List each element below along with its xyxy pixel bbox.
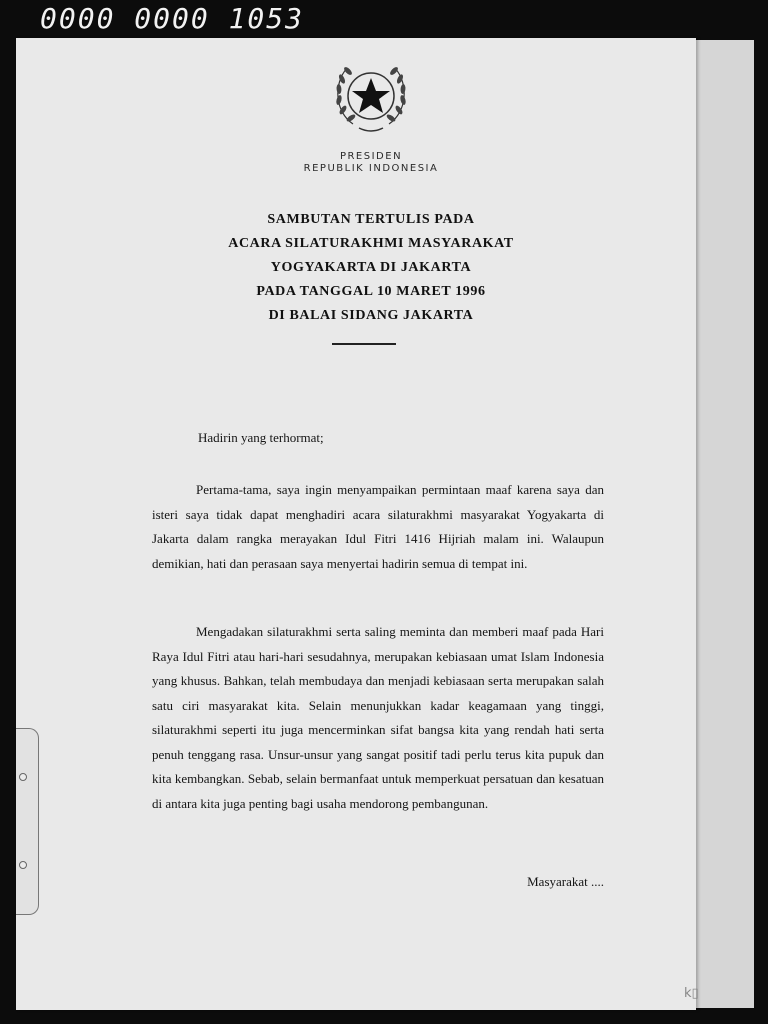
office-line-president: PRESIDEN (339, 151, 403, 162)
speech-title (16, 208, 726, 328)
paragraph-text: Pertama-tama, saya ingin menyampaikan permintaan maaf karena saya dan isteri saya tidak dapat menghadiri acara silaturakhmi masyarakat Yogyakarta di Jakarta dalam rangka merayakan Idul Fitri 1416 Hijriah malam ini. Walaupun demikian, hati dan perasaan saya menyertai hadirin semua di tempat ini. (152, 482, 604, 571)
title-line: DI BALAI SIDANG JAKARTA (268, 308, 474, 323)
document-page (16, 38, 696, 1010)
body-paragraph-1 (152, 478, 604, 576)
body-paragraph-2 (152, 620, 604, 816)
star-wreath-emblem-icon (329, 54, 413, 138)
binding-strip (16, 728, 39, 915)
greeting: Hadirin yang terhormat; (198, 430, 324, 445)
corner-scan-mark-icon: k▯ (684, 986, 699, 1001)
punch-hole-icon (19, 861, 27, 869)
paragraph-text: Mengadakan silaturakhmi serta saling meminta dan memberi maaf pada Hari Raya Idul Fitri atau hari-hari sesudahnya, merupakan kebiasaan umat Islam Indonesia yang khusus. Bahkan, telah membudaya dan menjadi kebiasaan serta merupakan salah satu ciri masyarakat kita. Selain menunjukkan kadar keagamaan yang tinggi, silaturakhmi seperti itu juga mencerminkan sifat bangsa kita yang rendah hati serta penuh tenggang rasa. Unsur-unsur yang sangat positif tadi perlu terus kita pupuk dan kita kembangkan. Sebab, selain bermanfaat untuk memperkuat persatuan dan kesatuan di antara kita juga penting bagi usaha mendorong pembangunan. (152, 624, 604, 811)
punch-hole-icon (19, 773, 27, 781)
title-line: SAMBUTAN TERTULIS PADA (267, 212, 475, 227)
title-line: ACARA SILATURAKHMI MASYARAKAT (228, 236, 514, 251)
continuation-catchword: Masyarakat .... (527, 874, 604, 889)
office-line-republic: REPUBLIK INDONESIA (303, 163, 439, 174)
film-frame-counter: 0000 0000 1053 (40, 2, 305, 35)
title-line: YOGYAKARTA DI JAKARTA (270, 260, 472, 275)
title-line: PADA TANGGAL 10 MARET 1996 (256, 284, 486, 299)
title-divider (332, 343, 396, 345)
